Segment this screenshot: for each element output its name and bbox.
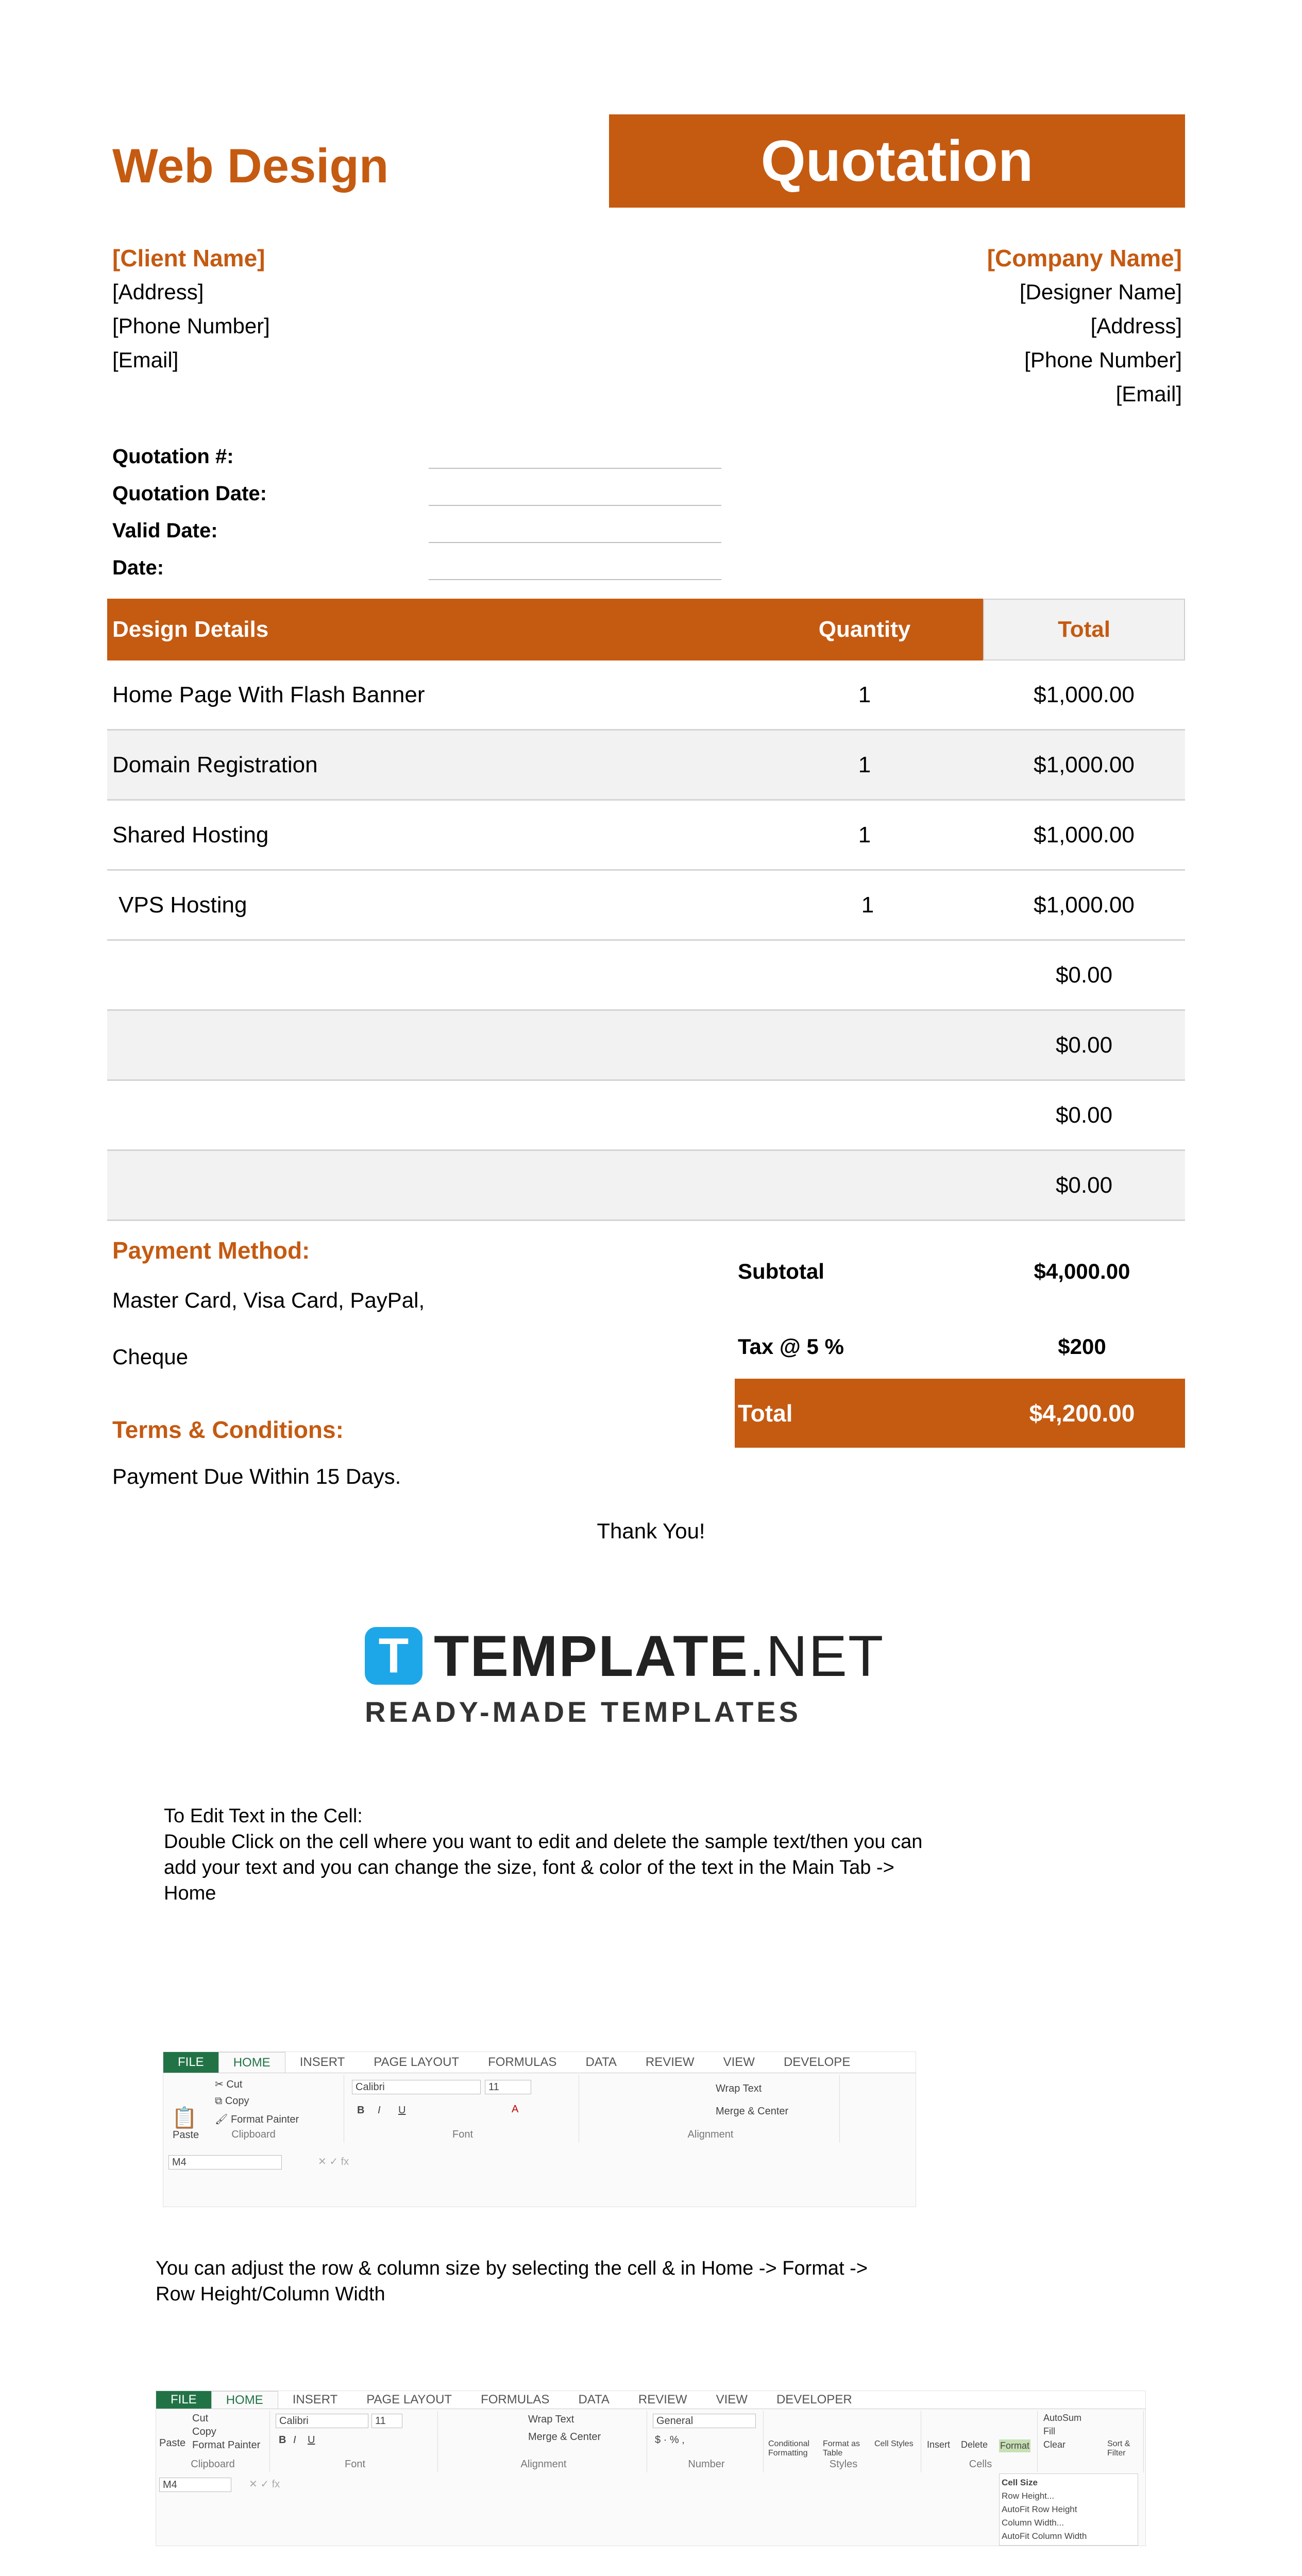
format-menu-cell-size: Cell Size	[1002, 2478, 1038, 2487]
table-row[interactable]	[107, 941, 1185, 1011]
font-color-icon[interactable]: A	[512, 2104, 519, 2115]
ribbon2-styles-label: Styles	[829, 2459, 858, 2470]
company-info	[987, 241, 1182, 411]
tax-value: $200	[1058, 1334, 1106, 1359]
terms-text[interactable]: Payment Due Within 15 Days.	[112, 1464, 401, 1488]
row-quantity[interactable]: 1	[858, 822, 871, 848]
client-info	[112, 241, 270, 377]
ribbon1-font-label: Font	[452, 2129, 474, 2140]
ribbon1-alignment-label: Alignment	[687, 2129, 734, 2140]
ribbon2-conditional-formatting[interactable]: Conditional Formatting	[768, 2439, 810, 2458]
table-header-orange	[107, 599, 983, 660]
thank-you-text: Thank You!	[597, 1519, 705, 1543]
ribbon1-format-painter[interactable]: 🖌 Format Painter	[215, 2114, 299, 2125]
row-total[interactable]: $0.00	[1055, 962, 1113, 988]
ribbon1-tab-developer[interactable]: DEVELOPE	[783, 2055, 851, 2069]
total-label: Total	[738, 1400, 793, 1427]
document-title: Web Design	[112, 139, 389, 193]
company-address[interactable]: [Address]	[1090, 314, 1182, 338]
ribbon1-name-box[interactable]: M4	[168, 2155, 282, 2170]
ribbon2-cells-label: Cells	[969, 2459, 992, 2470]
quotation-number-label: Quotation #:	[112, 445, 234, 468]
row-total[interactable]: $1,000.00	[1034, 822, 1135, 848]
row-quantity[interactable]: 1	[858, 752, 871, 777]
ribbon-screenshot-2	[156, 2391, 1146, 2546]
company-phone[interactable]: [Phone Number]	[1024, 348, 1182, 372]
row-total[interactable]: $1,000.00	[1034, 892, 1135, 918]
header-design-details: Design Details	[112, 617, 269, 642]
ribbon1-tab-view[interactable]: VIEW	[723, 2055, 755, 2069]
client-phone[interactable]: [Phone Number]	[112, 314, 270, 338]
table-row[interactable]	[107, 731, 1185, 801]
ribbon2-font-name[interactable]: Calibri	[276, 2414, 368, 2428]
ribbon1-alignment-group	[582, 2075, 840, 2143]
ribbon1-cut[interactable]: ✂ Cut	[215, 2079, 243, 2090]
ribbon-screenshot-1	[163, 2052, 916, 2207]
ribbon1-copy[interactable]: ⧉ Copy	[215, 2095, 249, 2107]
template-net-logo	[361, 1623, 885, 1736]
formula-fx-icon: ✕ ✓ fx	[249, 2479, 280, 2490]
ribbon2-cells-group	[924, 2411, 1038, 2472]
row-details[interactable]: Home Page With Flash Banner	[112, 682, 425, 707]
format-menu-row-height[interactable]: Row Height...	[1002, 2491, 1055, 2501]
table-header	[107, 599, 1185, 660]
ribbon2-insert[interactable]: Insert	[927, 2439, 951, 2450]
terms-heading: Terms & Conditions:	[112, 1416, 344, 1443]
ribbon1-tab-review[interactable]: REVIEW	[645, 2055, 695, 2069]
row-quantity[interactable]: 1	[861, 892, 874, 918]
table-row[interactable]	[107, 1151, 1185, 1221]
row-details[interactable]: Domain Registration	[112, 752, 318, 777]
valid-date-label: Valid Date:	[112, 519, 218, 542]
logo-badge-icon: T	[365, 1627, 422, 1685]
ribbon2-font-size[interactable]: 11	[371, 2414, 402, 2428]
ribbon1-tab-file[interactable]: FILE	[163, 2052, 218, 2073]
ribbon1-tab-formulas[interactable]: FORMULAS	[488, 2055, 557, 2069]
row-quantity[interactable]	[813, 1151, 916, 1219]
valid-date-row	[112, 512, 267, 549]
ribbon2-clipboard-group	[156, 2411, 270, 2472]
ribbon1-font-name[interactable]: Calibri	[352, 2080, 481, 2094]
ribbon2-tab-page-layout[interactable]: PAGE LAYOUT	[366, 2393, 452, 2406]
ribbon2-format-painter[interactable]: Format Painter	[192, 2439, 261, 2451]
ribbon2-tab-insert[interactable]: INSERT	[292, 2393, 338, 2406]
ribbon2-autosum[interactable]: AutoSum	[1043, 2413, 1082, 2423]
ribbon2-format[interactable]: Format	[999, 2439, 1030, 2452]
ribbon2-number-label: Number	[688, 2459, 725, 2470]
ribbon1-font-size[interactable]: 11	[485, 2080, 531, 2094]
quotation-number-field[interactable]	[429, 468, 721, 469]
subtotal-label: Subtotal	[738, 1259, 824, 1283]
ribbon1-tab-insert[interactable]: INSERT	[299, 2055, 345, 2069]
resize-line-1: You can adjust the row & column size by selecting the cell & in Home -> Format ->	[156, 2258, 868, 2279]
edit-instructions	[164, 1803, 922, 1906]
row-quantity[interactable]	[813, 1011, 916, 1079]
format-menu-autofit-row[interactable]: AutoFit Row Height	[1002, 2504, 1077, 2514]
quotation-banner: Quotation	[609, 114, 1185, 208]
row-quantity[interactable]	[813, 941, 916, 1009]
ribbon2-copy[interactable]: Copy	[192, 2426, 216, 2437]
ribbon2-tab-view[interactable]: VIEW	[716, 2393, 748, 2406]
items-table	[107, 599, 1185, 1221]
italic-icon[interactable]: I	[378, 2105, 381, 2116]
date-row	[112, 549, 267, 586]
ribbon2-name-box[interactable]: M4	[159, 2478, 231, 2492]
ribbon2-clear[interactable]: Clear	[1043, 2439, 1066, 2450]
ribbon1-tabs	[163, 2052, 916, 2073]
quotation-date-row	[112, 475, 267, 512]
ribbon1-paste[interactable]: Paste	[173, 2129, 199, 2141]
ribbon1-cut-label: Cut	[226, 2079, 243, 2090]
currency-icon[interactable]: $ · % ,	[655, 2434, 685, 2446]
quotation-number-row	[112, 438, 267, 475]
quotation-date-label: Quotation Date:	[112, 482, 267, 505]
ribbon2-alignment-label: Alignment	[520, 2459, 567, 2470]
tax-label: Tax @ 5 %	[738, 1334, 844, 1359]
logo-brand-suffix: .NET	[749, 1624, 885, 1688]
ribbon2-cut[interactable]: Cut	[192, 2413, 209, 2424]
ribbon1-tab-data[interactable]: DATA	[585, 2055, 617, 2069]
ribbon2-sort-filter[interactable]: Sort & Filter	[1107, 2439, 1130, 2458]
bold-icon[interactable]: B	[279, 2434, 286, 2446]
edit-line-4: Home	[164, 1883, 216, 1904]
total-row	[735, 1379, 1185, 1448]
ribbon2-tabs	[156, 2391, 1145, 2409]
header-quantity: Quantity	[818, 617, 911, 642]
header-total: Total	[983, 599, 1185, 660]
bold-icon[interactable]: B	[357, 2105, 365, 2116]
ribbon1-wrap-text[interactable]: Wrap Text	[716, 2083, 762, 2094]
row-total[interactable]: $0.00	[1055, 1102, 1113, 1128]
payment-method-line2[interactable]: Cheque	[112, 1345, 189, 1369]
ribbon2-number-format[interactable]: General	[653, 2414, 756, 2428]
underline-icon[interactable]: U	[308, 2434, 315, 2446]
ribbon1-clipboard-label: Clipboard	[231, 2129, 276, 2140]
row-total[interactable]: $1,000.00	[1034, 682, 1135, 707]
ribbon2-alignment-group	[441, 2411, 647, 2472]
formula-fx-icon: ✕ ✓ fx	[318, 2156, 349, 2167]
edit-line-3: add your text and you can change the size, font & color of the text in the Main Tab ->	[164, 1857, 894, 1878]
logo-tagline: READY-MADE TEMPLATES	[365, 1696, 801, 1728]
designer-name[interactable]: [Designer Name]	[1019, 280, 1182, 304]
ribbon2-font-group	[273, 2411, 438, 2472]
ribbon2-tab-developer[interactable]: DEVELOPER	[776, 2393, 852, 2406]
quotation-date-field[interactable]	[429, 505, 721, 506]
row-total[interactable]: $0.00	[1055, 1172, 1113, 1198]
valid-date-field[interactable]	[429, 542, 721, 543]
ribbon1-copy-label: Copy	[225, 2095, 249, 2107]
ribbon1-clipboard-group	[163, 2075, 344, 2143]
ribbon2-clipboard-label: Clipboard	[191, 2459, 235, 2470]
row-details[interactable]: VPS Hosting	[119, 892, 247, 918]
total-value: $4,200.00	[1029, 1400, 1135, 1427]
ribbon2-tab-review[interactable]: REVIEW	[638, 2393, 687, 2406]
row-details[interactable]: Shared Hosting	[112, 822, 269, 848]
ribbon2-number-group	[650, 2411, 764, 2472]
ribbon1-tab-home[interactable]: HOME	[218, 2052, 285, 2073]
ribbon2-styles-group	[766, 2411, 921, 2472]
company-email[interactable]: [Email]	[1115, 382, 1182, 406]
table-row[interactable]	[107, 1081, 1185, 1151]
company-name[interactable]: [Company Name]	[987, 245, 1182, 272]
underline-icon[interactable]: U	[398, 2105, 406, 2116]
ribbon2-cell-styles[interactable]: Cell Styles	[874, 2439, 914, 2448]
client-address[interactable]: [Address]	[112, 280, 204, 304]
row-quantity[interactable]	[813, 1081, 916, 1149]
table-row[interactable]	[107, 1011, 1185, 1081]
ribbon1-tab-page-layout[interactable]: PAGE LAYOUT	[374, 2055, 460, 2069]
table-row[interactable]	[107, 660, 1185, 731]
row-total[interactable]: $1,000.00	[1034, 752, 1135, 777]
ribbon2-format-as-table[interactable]: Format as Table	[823, 2439, 860, 2458]
ribbon1-format-painter-label: Format Painter	[230, 2114, 299, 2125]
row-quantity[interactable]: 1	[858, 682, 871, 707]
format-menu-column-width[interactable]: Column Width...	[1002, 2518, 1064, 2528]
payment-method-line1[interactable]: Master Card, Visa Card, PayPal,	[112, 1288, 425, 1312]
logo-wordmark	[434, 1623, 884, 1689]
table-row[interactable]	[107, 801, 1185, 871]
client-email[interactable]: [Email]	[112, 348, 179, 372]
ribbon2-editing-group	[1040, 2411, 1144, 2472]
ribbon2-tab-formulas[interactable]: FORMULAS	[481, 2393, 550, 2406]
resize-instructions	[156, 2256, 868, 2307]
ribbon2-tab-home[interactable]: HOME	[211, 2391, 278, 2409]
subtotal-value: $4,000.00	[1034, 1259, 1130, 1283]
format-menu-autofit-column[interactable]: AutoFit Column Width	[1002, 2531, 1087, 2541]
logo-brand: TEMPLATE	[434, 1624, 749, 1688]
client-name[interactable]: [Client Name]	[112, 245, 265, 272]
ribbon2-wrap-text[interactable]: Wrap Text	[528, 2414, 574, 2425]
table-row[interactable]	[107, 871, 1185, 941]
ribbon2-tab-data[interactable]: DATA	[578, 2393, 610, 2406]
ribbon2-font-label: Font	[344, 2459, 366, 2470]
date-field[interactable]	[429, 579, 721, 580]
payment-method-heading: Payment Method:	[112, 1237, 310, 1264]
ribbon1-font-group	[347, 2075, 579, 2143]
ribbon2-merge-center[interactable]: Merge & Center	[528, 2431, 601, 2443]
ribbon2-paste[interactable]: Paste	[159, 2437, 186, 2449]
date-label: Date:	[112, 556, 164, 579]
ribbon2-tab-file[interactable]: FILE	[156, 2391, 211, 2409]
quotation-meta	[112, 438, 267, 586]
edit-line-2: Double Click on the cell where you want to edit and delete the sample text/then you can	[164, 1831, 923, 1853]
ribbon2-fill[interactable]: Fill	[1043, 2426, 1055, 2436]
ribbon2-delete[interactable]: Delete	[961, 2439, 988, 2450]
italic-icon[interactable]: I	[293, 2434, 296, 2446]
resize-line-2: Row Height/Column Width	[156, 2283, 385, 2305]
paste-icon[interactable]: 📋	[172, 2107, 197, 2129]
format-dropdown-menu	[999, 2473, 1138, 2546]
ribbon1-merge-center[interactable]: Merge & Center	[716, 2106, 789, 2117]
edit-line-1: To Edit Text in the Cell:	[164, 1805, 363, 1827]
row-total[interactable]: $0.00	[1055, 1032, 1113, 1058]
